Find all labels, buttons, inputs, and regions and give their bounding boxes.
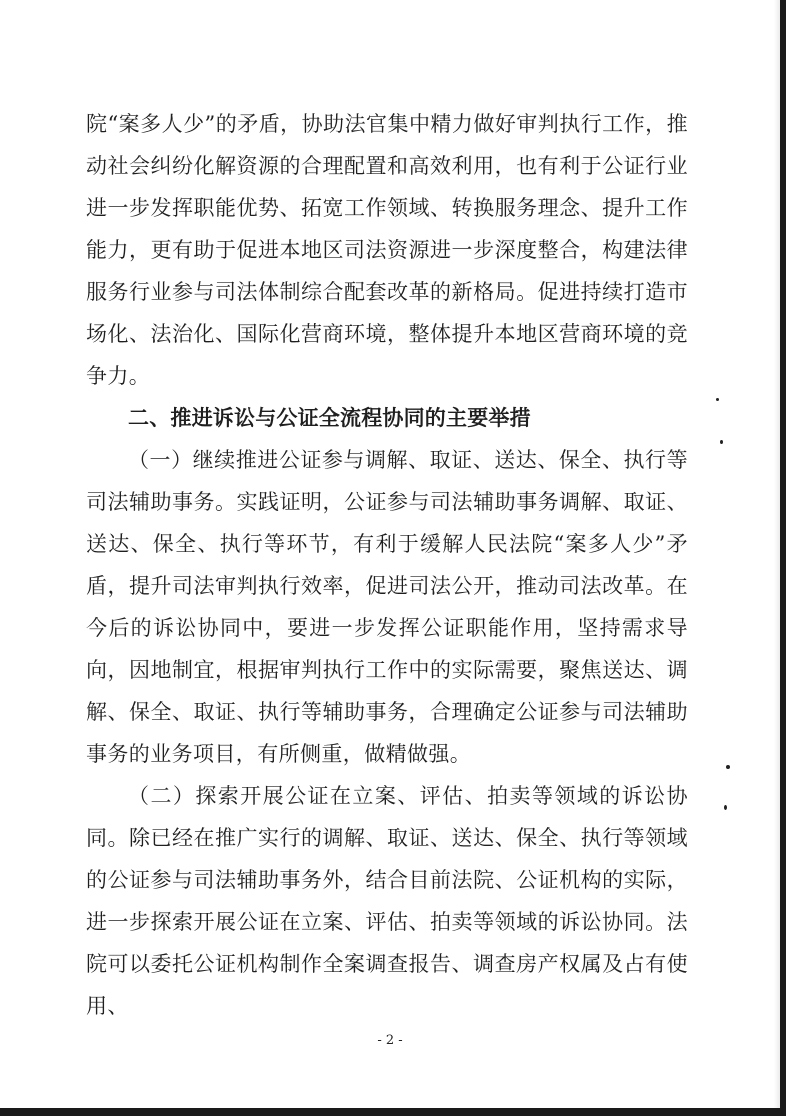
- scan-border-bottom: [0, 1108, 786, 1116]
- paragraph-measure-2: （二）探索开展公证在立案、评估、拍卖等领域的诉讼协同。除已经在推广实行的调解、取证、送达、保全、执行等领域的公证参与司法辅助事务外，结合目前法院、公证机构的实际，进一步探索开展公证在立案、评估、拍卖等领域的诉讼协同。法院可以委托公证机构制作全案调查报告、调查房产权属及占有使用、: [86, 784, 688, 1018]
- document-body: [86, 103, 688, 1027]
- scan-speck: [726, 765, 730, 769]
- paragraph-measure-1: （一）继续推进公证参与调解、取证、送达、保全、执行等司法辅助事务。实践证明，公证参与司法辅助事务调解、取证、送达、保全、执行等环节，有利于缓解人民法院“案多人少”矛盾，提升司法审判执行效率，促进司法公开，推动司法改革。在今后的诉讼协同中，要进一步发挥公证职能作用，坚持需求导向，因地制宜，根据审判执行工作中的实际需要，聚焦送达、调解、保全、取证、执行等辅助事务，合理确定公证参与司法辅助事务的业务项目，有所侧重，做精做强。: [86, 448, 688, 766]
- scan-speck: [720, 440, 723, 444]
- scan-border-right: [780, 0, 786, 1116]
- paragraph-continuation: 院“案多人少”的矛盾，协助法官集中精力做好审判执行工作，推动社会纠纷化解资源的合理配置和高效利用，也有利于公证行业进一步发挥职能优势、拓宽工作领域、转换服务理念、提升工作能力，更有助于促进本地区司法资源进一步深度整合，构建法律服务行业参与司法体制综合配套改革的新格局。促进持续打造市场化、法治化、国际化营商环境，整体提升本地区营商环境的竞争力。: [86, 112, 688, 388]
- page-number: - 2 -: [377, 1033, 403, 1048]
- section-heading: 二、推进诉讼与公证全流程协同的主要举措: [128, 406, 531, 430]
- scan-speck: [716, 398, 719, 401]
- scan-speck: [724, 805, 727, 810]
